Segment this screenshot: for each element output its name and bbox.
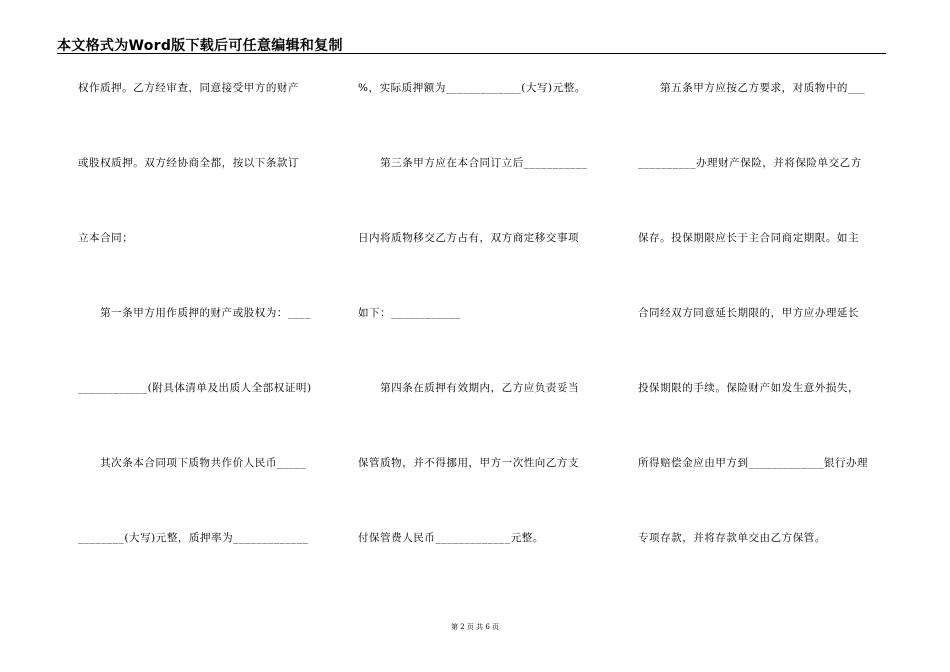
text-line: 日内将质物移交乙方占有，双方商定移交事项 (358, 232, 579, 244)
text-line: ____________(附具体清单及出质人全部权证明) (78, 382, 312, 394)
text-line: 立本合同； (78, 232, 134, 244)
text-line: 合同经双方同意延长期限的，甲方应办理延长 (638, 307, 859, 319)
text-line: 其次条本合同项下质物共作价人民币_____ (78, 457, 306, 469)
text-line: 付保管费人民币_____________元整。 (358, 532, 544, 544)
page-header-title: 本文格式为Word版下载后可任意编辑和复制 (57, 38, 343, 54)
text-line: 权作质押。乙方经审查，同意接受甲方的财产 (78, 82, 299, 94)
text-line: 如下：____________ (358, 307, 461, 319)
text-line: 保管质物，并不得挪用，甲方一次性向乙方支 (358, 457, 579, 469)
text-line: __________办理财产保险，并将保险单交乙方 (638, 157, 862, 169)
text-line: ________(大写)元整，质押率为_____________ (78, 532, 309, 544)
text-line: 保存。投保期限应长于主合同商定期限。如主 (638, 232, 859, 244)
text-line: 所得赔偿金应由甲方到_____________银行办理 (638, 457, 869, 469)
text-line: %，实际质押额为_____________(大写)元整。 (358, 82, 586, 94)
text-line: 专项存款，并将存款单交由乙方保管。 (638, 532, 826, 544)
header-divider (57, 53, 886, 54)
text-line: 或股权质押。双方经协商全都，按以下条款订 (78, 157, 299, 169)
text-line: 第一条甲方用作质押的财产或股权为：____ (78, 307, 312, 319)
text-line: 第四条在质押有效期内，乙方应负责妥当 (358, 382, 579, 394)
page-number-footer: 第 2 页 共 6 页 (450, 623, 500, 631)
text-line: 第三条甲方应在本合同订立后___________ (358, 157, 588, 169)
text-line: 第五条甲方应按乙方要求，对质物中的___ (638, 82, 866, 94)
text-line: 投保期限的手续。保险财产如发生意外损失， (638, 382, 859, 394)
